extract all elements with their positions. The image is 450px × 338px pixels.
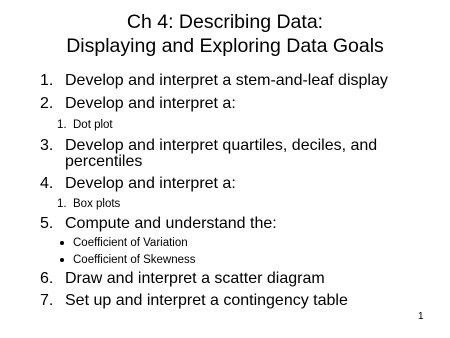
sublist-number: 1. — [57, 119, 67, 131]
list-number: 6. — [40, 270, 54, 287]
bullet-icon — [60, 241, 64, 245]
list-item-text: Develop and interpret quartiles, deciles, and — [65, 137, 378, 154]
list-number: 4. — [40, 175, 54, 192]
sublist-number: 1. — [57, 198, 67, 210]
list-number: 1. — [40, 72, 54, 89]
list-number: 5. — [40, 215, 54, 232]
sublist-item-text: Coefficient of Variation — [73, 237, 188, 249]
page-number: 1 — [418, 311, 424, 322]
list-item-text: Compute and understand the: — [65, 215, 277, 232]
slide-title-line-1: Ch 4: Describing Data: — [126, 11, 324, 33]
list-item-text: percentiles — [65, 153, 143, 170]
list-number: 3. — [40, 137, 54, 154]
list-item-text: Develop and interpret a: — [65, 175, 236, 192]
bullet-icon — [60, 258, 64, 262]
list-number: 2. — [40, 95, 54, 112]
sublist-item-text: Coefficient of Skewness — [73, 254, 196, 266]
list-item-text: Develop and interpret a stem-and-leaf display — [65, 72, 388, 89]
list-item-text: Draw and interpret a scatter diagram — [65, 270, 325, 287]
list-number: 7. — [40, 292, 54, 309]
sublist-item-text: Dot plot — [73, 119, 113, 131]
slide-title-line-2: Displaying and Exploring Data Goals — [66, 35, 384, 57]
list-item-text: Set up and interpret a contingency table — [65, 292, 348, 309]
sublist-item-text: Box plots — [73, 198, 121, 210]
list-item-text: Develop and interpret a: — [65, 95, 236, 112]
